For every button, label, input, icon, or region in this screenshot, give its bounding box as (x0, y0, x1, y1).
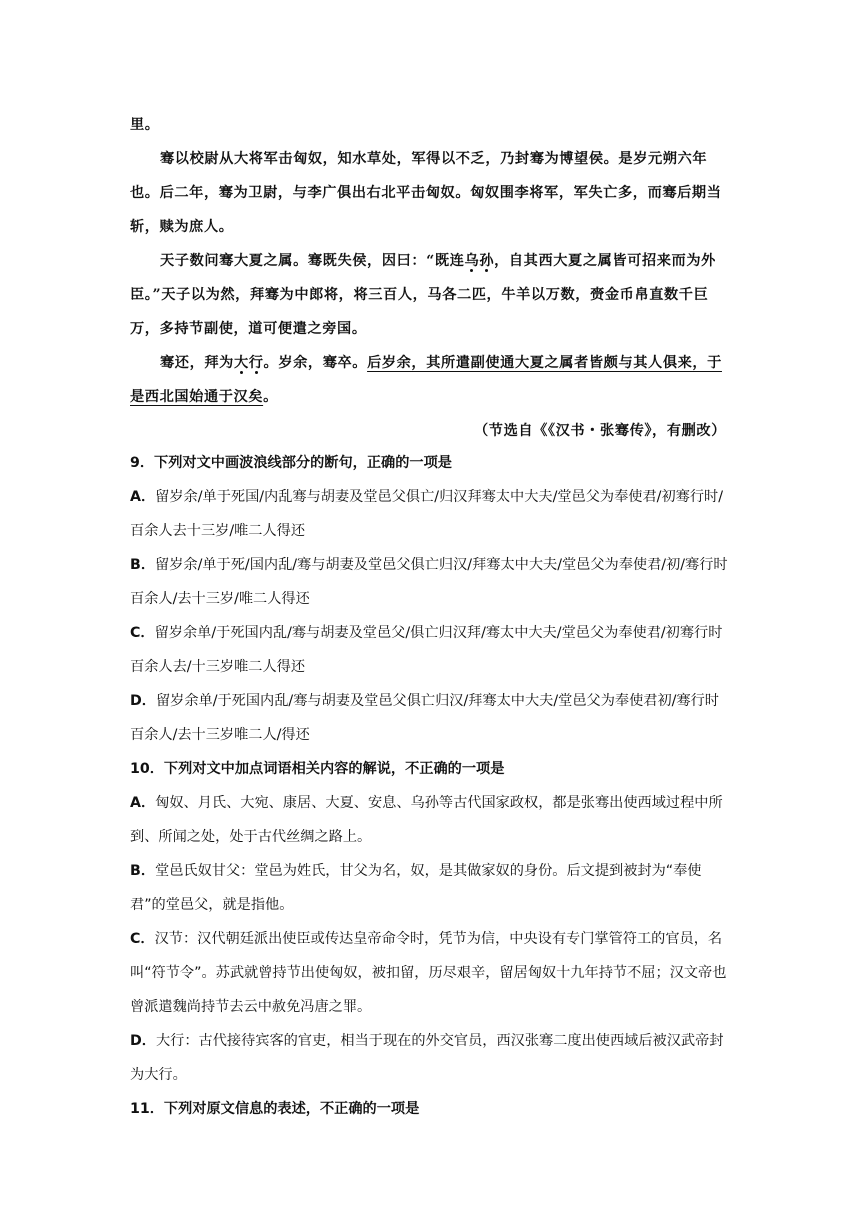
option-text: 大行：古代接待宾客的官吏，相当于现在的外交官员，西汉张骞二度出使西域后被汉武帝封为大行。 (130, 1033, 724, 1083)
passage-paragraph (130, 346, 726, 414)
question-stem: 10．下列对文中加点词语相关内容的解说，不正确的一项是 (130, 761, 505, 777)
question-stem: 11．下列对原文信息的表述，不正确的一项是 (130, 1101, 420, 1117)
question-list (130, 446, 730, 1126)
question-option (130, 1024, 730, 1092)
passage-text: 天子数问骞大夏之属。骞既失侯，因曰：“既连 (160, 253, 465, 269)
emphasis-dot-char: 孙 (479, 253, 495, 269)
question-option (130, 548, 730, 616)
question-option (130, 480, 730, 548)
option-text: 汉节：汉代朝廷派出使臣或传达皇帝命令时，凭节为信，中央设有专门掌管符工的官员，名叫“符节令”。苏武就曾持节出使匈奴，被扣留，历尽艰辛，留居匈奴十九年持节不屈；汉文帝也曾派遣魏尚持节去云中赦免冯唐之罪。 (130, 931, 727, 1015)
classical-passage (130, 108, 726, 448)
question-option (130, 616, 730, 684)
passage-paragraph: 骞以校尉从大将军击匈奴，知水草处，军得以不乏，乃封骞为博望侯。是岁元朔六年也。后二年，骞为卫尉，与李广俱出右北平击匈奴。匈奴围李将军，军失亡多，而骞后期当斩，赎为庶人。 (130, 151, 722, 235)
option-letter: A． (130, 795, 156, 811)
option-text: 堂邑氏奴甘父：堂邑为姓氏，甘父为名，奴，是其做家奴的身份。后文提到被封为“奉使君”的堂邑父，就是指他。 (130, 863, 702, 913)
passage-text: 。 (263, 389, 278, 405)
underlined-sentence: 后岁余，其所遣副使通大夏之属者皆颇与其人俱来，于是西北国始通于汉矣 (130, 355, 722, 405)
option-text: 留岁余/单于死国/内乱骞与胡妻及堂邑父俱亡/归汉拜骞太中大夫/堂邑父为奉使君/初骞行时/百余人去十三岁/唯二人得还 (130, 489, 723, 539)
emphasis-dot-char: 行 (248, 355, 264, 371)
question-option (130, 786, 730, 854)
emphasis-dot-char: 大 (233, 355, 249, 371)
question-stem: 9．下列对文中画波浪线部分的断句，正确的一项是 (130, 455, 452, 471)
option-text: 留岁余单/于死国内乱/骞与胡妻及堂邑父/俱亡归汉拜/骞太中大夫/堂邑父为奉使君/初骞行时百余人去/十三岁唯二人得还 (130, 625, 723, 675)
passage-paragraph (130, 244, 726, 346)
emphasis-dot-char: 乌 (464, 253, 480, 269)
question-option (130, 684, 730, 752)
option-letter: B． (130, 557, 156, 573)
passage-source: （节选自《《汉书・张骞传》，有删改） (474, 423, 726, 439)
option-letter: D． (130, 693, 156, 709)
option-text: 留岁余单/于死国内乱/骞与胡妻及堂邑父俱亡归汉/拜骞太中大夫/堂邑父为奉使君初/骞行时百余人/去十三岁唯二人/得还 (130, 693, 719, 743)
option-letter: A． (130, 489, 156, 505)
option-letter: C． (130, 625, 155, 641)
option-text: 匈奴、月氏、大宛、康居、大夏、安息、乌孙等古代国家政权，都是张骞出使西域过程中所到、所闻之处，处于古代丝绸之路上。 (130, 795, 723, 845)
option-letter: B． (130, 863, 156, 879)
question-option (130, 854, 730, 922)
question-option (130, 922, 730, 1024)
passage-text: 。岁余，骞卒。 (263, 355, 368, 371)
option-letter: D． (130, 1033, 156, 1049)
passage-line: 里。 (130, 117, 160, 133)
passage-text: ，自其西大夏之属皆可招来而为外臣。”天子以为然，拜骞为中郎将，将三百人，马各二匹，牛羊以万数，赍金币帛直数千巨万，多持节副使，道可便遣之旁国。 (130, 253, 716, 337)
option-letter: C． (130, 931, 155, 947)
passage-text: 骞还，拜为 (160, 355, 234, 371)
option-text: 留岁余/单于死/国内乱/骞与胡妻及堂邑父俱亡归汉/拜骞太中大夫/堂邑父为奉使君/初/骞行时百余人/去十三岁/唯二人得还 (130, 557, 728, 607)
